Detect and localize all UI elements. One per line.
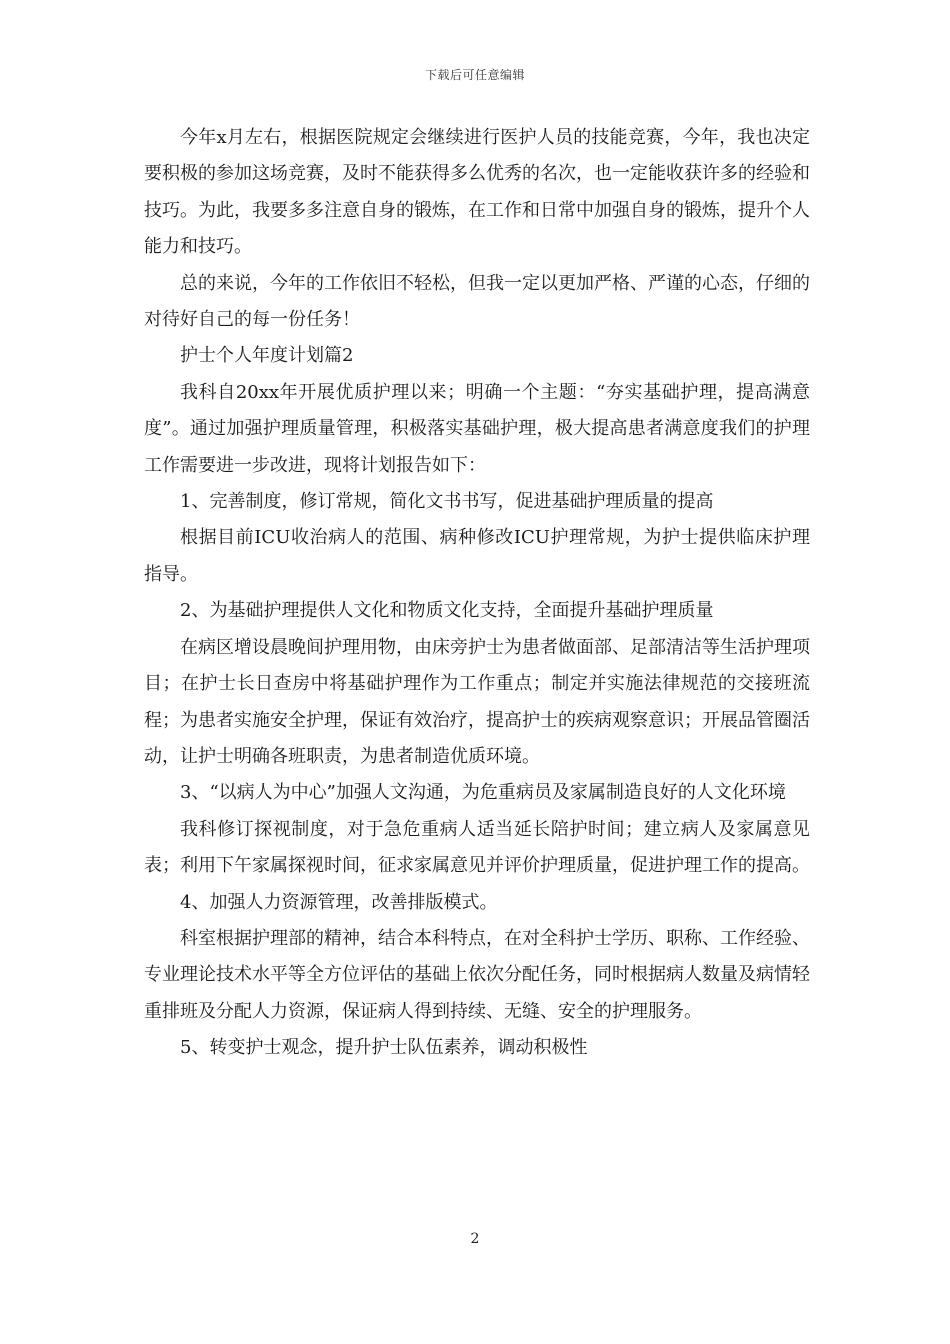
page-number: 2 [470,1231,480,1247]
paragraph-summary: 总的来说，今年的工作依旧不轻松，但我一定以更加严格、严谨的心态，仔细的对待好自己的每一份任务！ [144,272,810,331]
paragraph-competition: 今年x月左右，根据医院规定会继续进行医护人员的技能竞赛，今年，我也决定要积极的参加这场竞赛，及时不能获得多么优秀的名次，也一定能收获许多的经验和技巧。为此，我要多多注意自身的锻炼，在工作和日常中加强自身的锻炼，提升个人能力和技巧。 [144,127,810,258]
page-header: 下载后可任意编辑 [424,68,525,82]
item-body-3: 我科修订探视制度，对于急危重病人适当延长陪护时间；建立病人及家属意见表；利用下午家属探视时间，征求家属意见并评价护理质量，促进护理工作的提高。 [144,818,810,877]
item-heading-5: 5、转变护士观念，提升护士队伍素养，调动积极性 [180,1037,588,1059]
item-heading-4: 4、加强人力资源管理，改善排版模式。 [180,891,498,913]
item-heading-1: 1、完善制度，修订常规，简化文书书写，促进基础护理质量的提高 [180,491,714,513]
item-heading-2: 2、为基础护理提供人文化和物质文化支持，全面提升基础护理质量 [180,600,714,622]
section-heading-plan-2: 护士个人年度计划篇2 [180,345,354,367]
item-heading-3: 3、“以病人为中心”加强人文沟通，为危重病员及家属制造良好的人文化环境 [180,782,786,804]
document-body [144,120,810,1067]
item-body-4: 科室根据护理部的精神，结合本科特点，在对全科护士学历、职称、工作经验、专业理论技术水平等全方位评估的基础上依次分配任务，同时根据病人数量及病情轻重排班及分配人力资源，保证病人得到持续、无缝、安全的护理服务。 [144,927,810,1022]
paragraph-intro: 我科自20xx年开展优质护理以来；明确一个主题：“夯实基础护理，提高满意度”。通过加强护理质量管理，积极落实基础护理，极大提高患者满意度我们的护理工作需要进一步改进，现将计划报告如下： [144,381,810,476]
item-body-2: 在病区增设晨晚间护理用物，由床旁护士为患者做面部、足部清洁等生活护理项目；在护士长日查房中将基础护理作为工作重点；制定并实施法律规范的交接班流程；为患者实施安全护理，保证有效治疗，提高护士的疾病观察意识；开展品管圈活动，让护士明确各班职责，为患者制造优质环境。 [144,636,810,767]
item-body-1: 根据目前ICU收治病人的范围、病种修改ICU护理常规，为护士提供临床护理指导。 [144,527,810,585]
